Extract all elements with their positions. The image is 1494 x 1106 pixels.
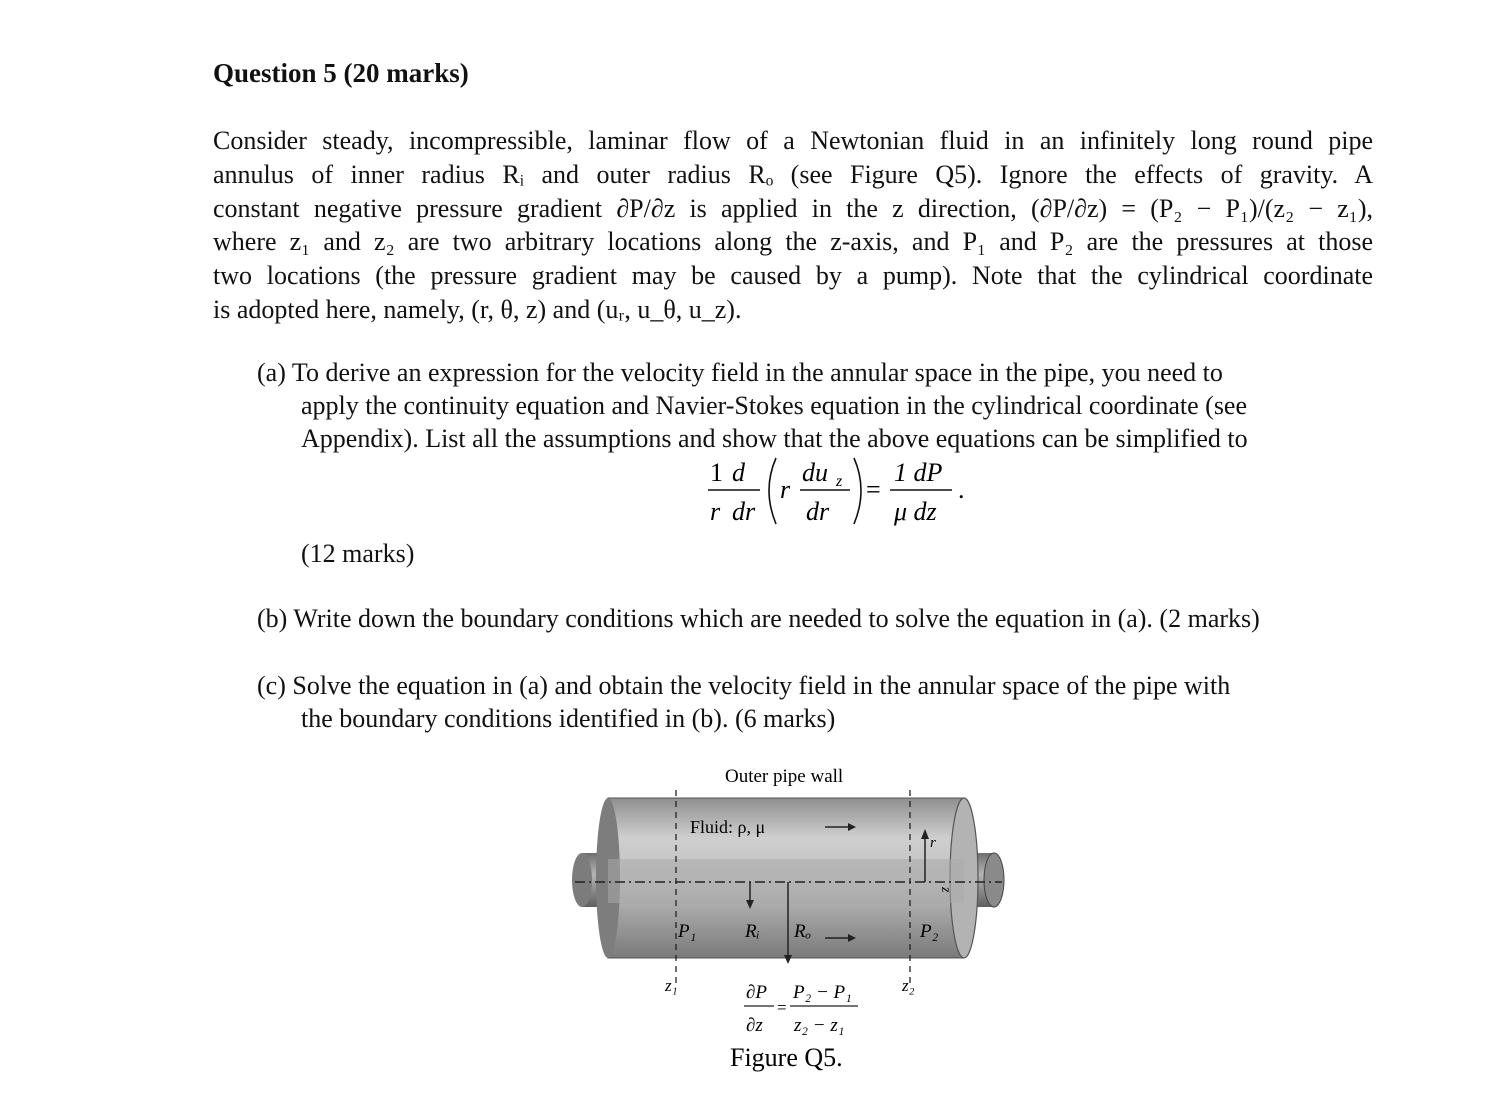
eq-equals: =: [866, 475, 881, 504]
eq-period: .: [958, 475, 965, 504]
eq-inner-r: r: [780, 475, 791, 504]
eq-inner-den: dr: [806, 497, 830, 526]
outer-wall-label: Outer pipe wall: [725, 766, 844, 787]
intro-line: two locations (the pressure gradient may be caused by a pump). Note that the cylindrical coordinate: [213, 261, 1373, 291]
eq-inner-sub: z: [836, 473, 843, 490]
question-title: Question 5 (20 marks): [213, 58, 469, 88]
ri-label: Rᵢ: [745, 921, 760, 942]
figure-caption: Figure Q5.: [730, 1043, 843, 1072]
intro-line: where z₁ and z₂ are two arbitrary locations along the z-axis, and P₁ and P₂ are the pressures at those: [213, 227, 1373, 257]
intro-line: Consider steady, incompressible, laminar flow of a Newtonian fluid in an infinitely long round pipe: [213, 126, 1373, 155]
momentum-equation: [700, 452, 980, 532]
intro-line: is adopted here, namely, (r, θ, z) and (uᵣ, u_θ, u_z).: [213, 294, 742, 324]
fluid-label: Fluid: ρ, μ: [690, 817, 766, 837]
eq-lhs-num: 1: [710, 458, 723, 487]
part-a-line: apply the continuity equation and Navier-Stokes equation in the cylindrical coordinate (see: [301, 391, 1248, 420]
part-a-line: (a) To derive an expression for the velocity field in the annular space in the pipe, you need to: [257, 358, 1223, 387]
inner-rod-right-end: [984, 853, 1004, 907]
z1-label: z₁: [665, 976, 678, 995]
eq-lhs-den-dr: dr: [732, 497, 756, 526]
part-c-line: the boundary conditions identified in (b). (6 marks): [301, 704, 836, 733]
inner-rod-left-end: [572, 853, 592, 907]
r-axis-label: r: [930, 835, 936, 851]
eq-lhs-d: d: [732, 458, 745, 487]
z-axis-label: z: [938, 887, 953, 893]
eq-rhs-den: μ dz: [894, 497, 937, 526]
p1-label: P₁: [678, 921, 697, 942]
right-paren: [854, 458, 861, 524]
eq-inner-num: du: [802, 458, 828, 487]
question-intro: [213, 124, 1373, 327]
part-b-text: (b) Write down the boundary conditions which are needed to solve the equation in (a). (2 marks): [257, 604, 1260, 633]
p2-label: P₂: [920, 921, 939, 942]
grad-num-right: P₂ − P₁: [793, 982, 852, 1003]
eq-lhs-den-r: r: [710, 497, 721, 526]
grad-den-right: z₂ − z₁: [794, 1015, 845, 1036]
left-paren: [769, 458, 776, 524]
part-c-line: (c) Solve the equation in (a) and obtain the velocity field in the annular space of the pipe with: [257, 671, 1231, 700]
grad-num-left: ∂P: [746, 982, 767, 1003]
figure-q5-annulus-diagram: [570, 755, 1010, 1085]
intro-line: constant negative pressure gradient ∂P/∂z is applied in the z direction, (∂P/∂z) = (P₂ − P₁)/(z₂ − z₁),: [213, 193, 1373, 223]
part-a-line: Appendix). List all the assumptions and show that the above equations can be simplified to: [301, 424, 1248, 453]
ro-label: Rₒ: [794, 921, 812, 942]
intro-line: annulus of inner radius Rᵢ and outer radius Rₒ (see Figure Q5). Ignore the effects of gravity. A: [213, 159, 1373, 189]
part-a-marks: (12 marks): [301, 539, 415, 568]
z2-label: z₂: [902, 976, 915, 995]
eq-rhs-num: 1 dP: [894, 458, 943, 487]
grad-equals: =: [777, 998, 787, 1017]
grad-den-left: ∂z: [746, 1015, 763, 1036]
